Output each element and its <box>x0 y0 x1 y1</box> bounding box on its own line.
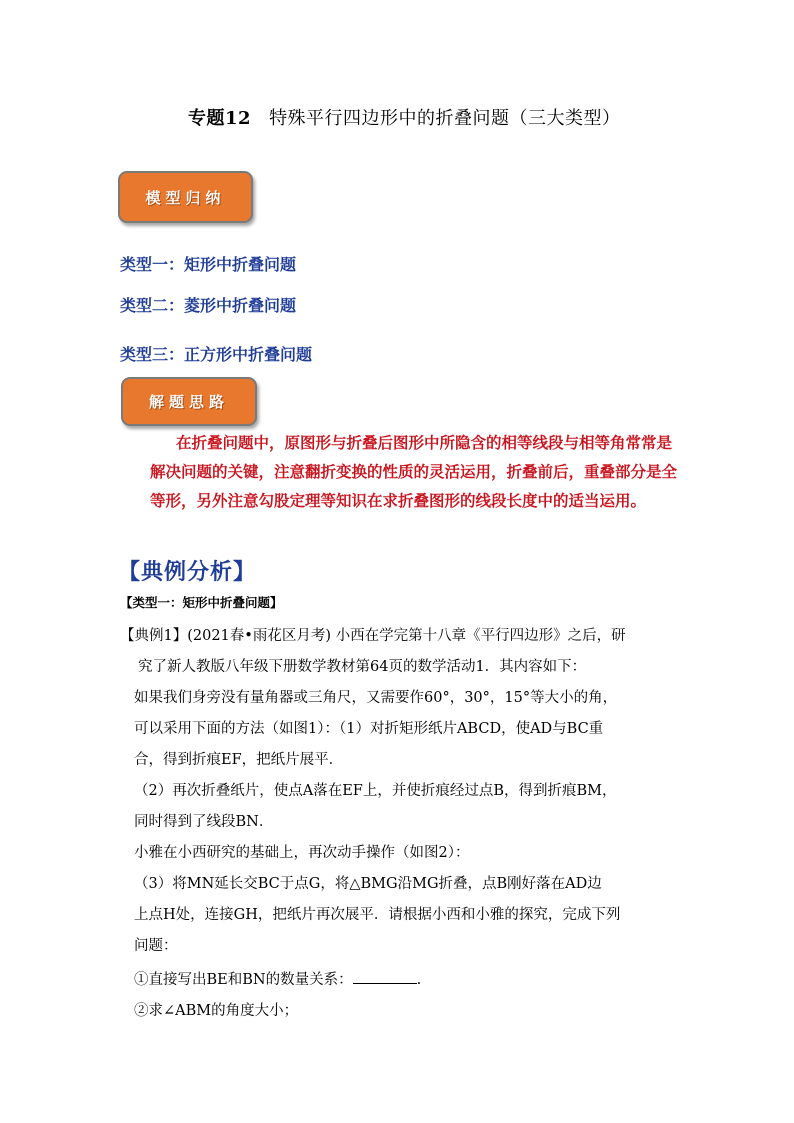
answer-blank[interactable] <box>353 969 417 984</box>
question-one-text: ①直接写出BE和BN的数量关系： <box>134 972 353 988</box>
example-line: 小雅在小西研究的基础上，再次动手操作（如图2）： <box>134 845 470 861</box>
example-line: 问题： <box>134 938 178 954</box>
topic-number: 专题12 <box>188 108 252 129</box>
topic-title: 特殊平行四边形中的折叠问题（三大类型） <box>269 108 621 129</box>
example-line: 可以采用下面的方法（如图1）：（1）对折矩形纸片ABCD，使AD与BC重 <box>134 721 604 737</box>
example-line: 【典例1】(2021春•雨花区月考) 小西在学完第十八章《平行四边形》之后，研 <box>120 628 626 644</box>
period-mark: . <box>416 972 422 988</box>
question-two-line: ②求∠ABM的角度大小； <box>134 1003 299 1019</box>
example-type-subheader: 【类型一：矩形中折叠问题】 <box>120 595 283 610</box>
type-two-line: 类型二：菱形中折叠问题 <box>120 296 297 315</box>
example-line: 上点H处，连接GH，把纸片再次展平．请根据小西和小雅的探究，完成下列 <box>134 907 621 923</box>
model-summary-badge: 模型归纳 <box>118 171 253 223</box>
example-line: （2）再次折叠纸片，使点A落在EF上，并使折痕经过点B，得到折痕BM， <box>134 783 617 799</box>
example-line: 合，得到折痕EF，把纸片展平． <box>134 752 344 768</box>
example-line: 同时得到了线段BN． <box>134 814 274 830</box>
solving-ideas-badge: 解题思路 <box>121 377 257 426</box>
example-line: 究了新人教版八年级下册数学教材第64页的数学活动1．其内容如下： <box>138 659 587 675</box>
question-one-line <box>134 969 421 990</box>
solving-summary-paragraph: 在折叠问题中，原图形与折叠后图形中所隐含的相等线段与相等角常常是解决问题的关键，注意翻折变换的性质的灵活运用，折叠前后，重叠部分是全等形，另外注意勾股定理等知识在求折叠图形的线段长度中的适当运用。 <box>150 433 678 510</box>
type-three-line: 类型三：正方形中折叠问题 <box>120 345 313 364</box>
type-one-line: 类型一：矩形中折叠问题 <box>120 255 297 274</box>
page-title <box>188 104 621 130</box>
example-analysis-header: 【典例分析】 <box>118 559 257 585</box>
example-line: （3）将MN延长交BC于点G，将△BMG沿MG折叠，点B刚好落在AD边 <box>134 876 602 892</box>
example-line: 如果我们身旁没有量角器或三角尺，又需要作60°，30°，15°等大小的角， <box>134 690 618 706</box>
